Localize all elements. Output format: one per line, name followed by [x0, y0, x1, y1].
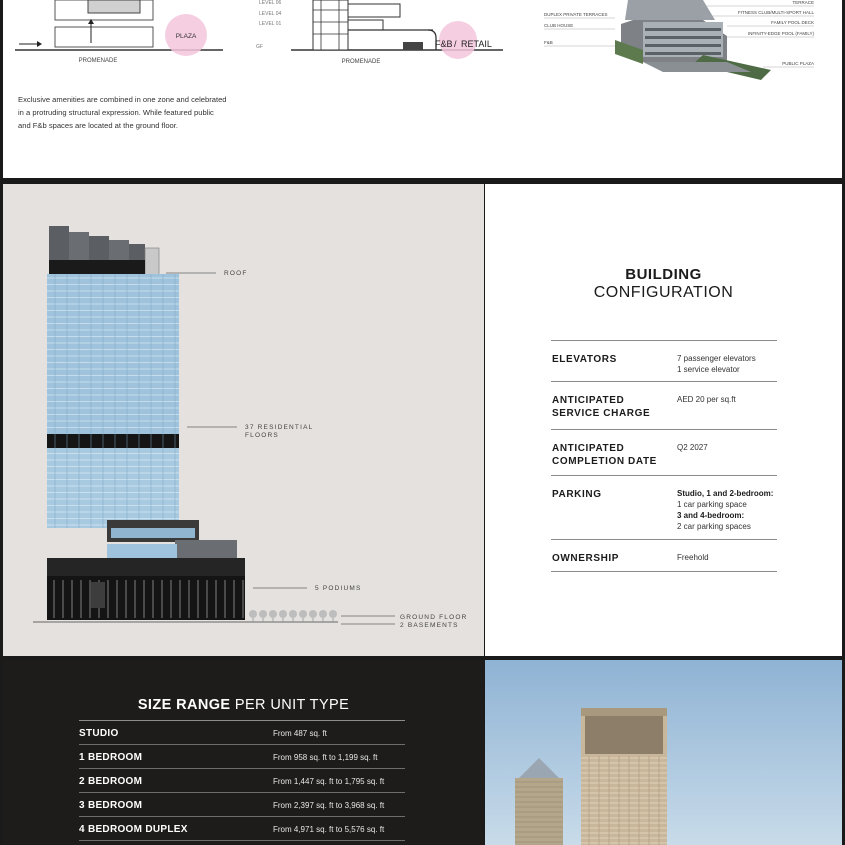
podium-column — [170, 580, 172, 618]
config-title-bold: BUILDING — [625, 266, 702, 283]
spec-line: 2 car parking spaces — [677, 522, 751, 531]
tree — [319, 610, 327, 618]
unit-range: From 4,971 sq. ft to 5,576 sq. ft — [273, 825, 385, 834]
plaza-label: PLAZA — [175, 33, 197, 40]
spec-value — [677, 552, 787, 563]
podium-column — [179, 580, 181, 618]
podium-column — [125, 580, 127, 618]
label-terrace: TERRACE — [792, 0, 814, 5]
retail-label: RETAIL — [461, 39, 492, 49]
podium-column — [188, 580, 190, 618]
podium-column — [215, 580, 217, 618]
level-label-gf: GF — [256, 44, 263, 50]
promenade-label-1: PROMENADE — [78, 58, 118, 64]
level-label-04: LEVEL 04 — [259, 11, 282, 17]
spec-line: Freehold — [677, 553, 709, 562]
spec-value — [677, 394, 787, 405]
spec-key: ANTICIPATED SERVICE CHARGE — [552, 395, 651, 419]
label-club-house: CLUB HOUSE — [544, 23, 574, 28]
tree — [299, 610, 307, 618]
slash-separator: / — [454, 39, 457, 49]
podium-column — [116, 580, 118, 618]
level-label-06: LEVEL 06 — [259, 0, 282, 6]
unit-range: From 1,447 sq. ft to 1,795 sq. ft — [273, 777, 385, 786]
spec-value — [677, 442, 787, 453]
podium-column — [233, 580, 235, 618]
tree — [309, 610, 317, 618]
level-label-01: LEVEL 01 — [259, 21, 282, 27]
podium-column — [206, 580, 208, 618]
size-row-studio — [79, 721, 405, 745]
podium-column — [143, 580, 145, 618]
tree — [279, 610, 287, 618]
ground-floor-label: GROUND FLOOR — [400, 614, 468, 621]
massing-diagram-1 — [15, 0, 223, 56]
tree — [289, 610, 297, 618]
tower-rendering — [485, 660, 842, 845]
tree — [259, 610, 267, 618]
spec-key: PARKING — [552, 489, 602, 500]
fb-label: F&B — [435, 39, 453, 49]
size-range-title — [3, 697, 484, 713]
podium-column — [242, 580, 244, 618]
tower-rendering-panel — [485, 660, 842, 845]
spec-line: 1 car parking space — [677, 500, 747, 509]
tower-elevation — [3, 184, 484, 656]
unit-type: 4 BEDROOM DUPLEX — [79, 824, 188, 835]
size-row-2-bedroom — [79, 769, 405, 793]
spec-value — [677, 488, 787, 532]
podium-column — [80, 580, 82, 618]
tower-elevation-panel — [3, 184, 484, 656]
building-configuration-panel — [485, 184, 842, 656]
podium-column — [224, 580, 226, 618]
size-title-bold: SIZE RANGE — [137, 697, 231, 713]
residential-label: 37 RESIDENTIAL — [245, 424, 314, 431]
tree — [269, 610, 277, 618]
size-range-panel — [3, 660, 484, 845]
label-public-plaza: PUBLIC PLAZA — [782, 61, 814, 66]
tree — [329, 610, 337, 618]
unit-range: From 2,397 sq. ft to 3,968 sq. ft — [273, 801, 385, 810]
massing-diagram-2 — [291, 0, 503, 59]
podium-column — [107, 580, 109, 618]
label-fb: F&B — [544, 40, 553, 45]
podium-column — [89, 580, 91, 618]
unit-type: 1 BEDROOM — [79, 752, 143, 763]
spec-row-service-charge — [551, 381, 777, 419]
unit-type: 2 BEDROOM — [79, 776, 143, 787]
unit-type: 3 BEDROOM — [79, 800, 143, 811]
basements-label: 2 BASEMENTS — [400, 622, 459, 629]
spec-line: AED 20 per sq.ft — [677, 395, 736, 404]
size-title-light: PER UNIT TYPE — [234, 697, 350, 713]
podium-column — [62, 580, 64, 618]
unit-range: From 958 sq. ft to 1,199 sq. ft — [273, 753, 378, 762]
podiums-label: 5 PODIUMS — [315, 585, 362, 592]
tree — [249, 610, 257, 618]
spec-line-bold: 3 and 4-bedroom: — [677, 511, 745, 520]
config-title-light: CONFIGURATION — [593, 284, 734, 301]
spec-line: Q2 2027 — [677, 443, 708, 452]
podium-column — [197, 580, 199, 618]
promenade-label-2: PROMENADE — [341, 59, 381, 65]
size-row-1-bedroom — [79, 745, 405, 769]
spec-row-elevators — [551, 340, 777, 374]
unit-range: From 487 sq. ft — [273, 729, 327, 738]
spec-value — [677, 353, 787, 375]
amenities-panel — [3, 0, 842, 178]
amenities-diagrams — [3, 0, 842, 178]
podium-column — [161, 580, 163, 618]
amenities-description: Exclusive amenities are combined in one zone and celebrated in a protruding structural expression. While featured public and F&b spaces are located at the ground floor. — [18, 95, 227, 130]
podium-column — [134, 580, 136, 618]
spec-line: 7 passenger elevators — [677, 354, 756, 363]
podium-column — [71, 580, 73, 618]
label-family-pool-deck: FAMILY POOL DECK — [771, 20, 814, 25]
label-fitness-club: FITNESS CLUB/MULTI-SPORT HALL — [737, 10, 814, 15]
spec-key: ELEVATORS — [552, 354, 617, 365]
label-infinity-pool: INFINITY-EDGE POOL (FAMILY) — [747, 31, 814, 36]
label-duplex-terraces: DUPLEX PRIVATE TERRACES — [544, 12, 608, 17]
spec-bottom-rule — [551, 571, 777, 572]
spec-line: 1 service elevator — [677, 365, 740, 374]
size-row-4-bedroom-duplex — [79, 817, 405, 841]
podium-column — [152, 580, 154, 618]
spec-row-ownership — [551, 539, 777, 564]
street-trees — [249, 610, 337, 622]
spec-key: OWNERSHIP — [552, 553, 620, 564]
size-row-3-bedroom — [79, 793, 405, 817]
roof-label: ROOF — [224, 270, 248, 277]
unit-type: STUDIO — [79, 728, 119, 739]
podium-column — [53, 580, 55, 618]
spec-line-bold: Studio, 1 and 2-bedroom: — [677, 489, 774, 498]
spec-row-parking — [551, 475, 777, 531]
spec-key: ANTICIPATED COMPLETION DATE — [552, 443, 657, 467]
spec-row-completion-date — [551, 429, 777, 467]
floors-label: FLOORS — [245, 432, 279, 439]
